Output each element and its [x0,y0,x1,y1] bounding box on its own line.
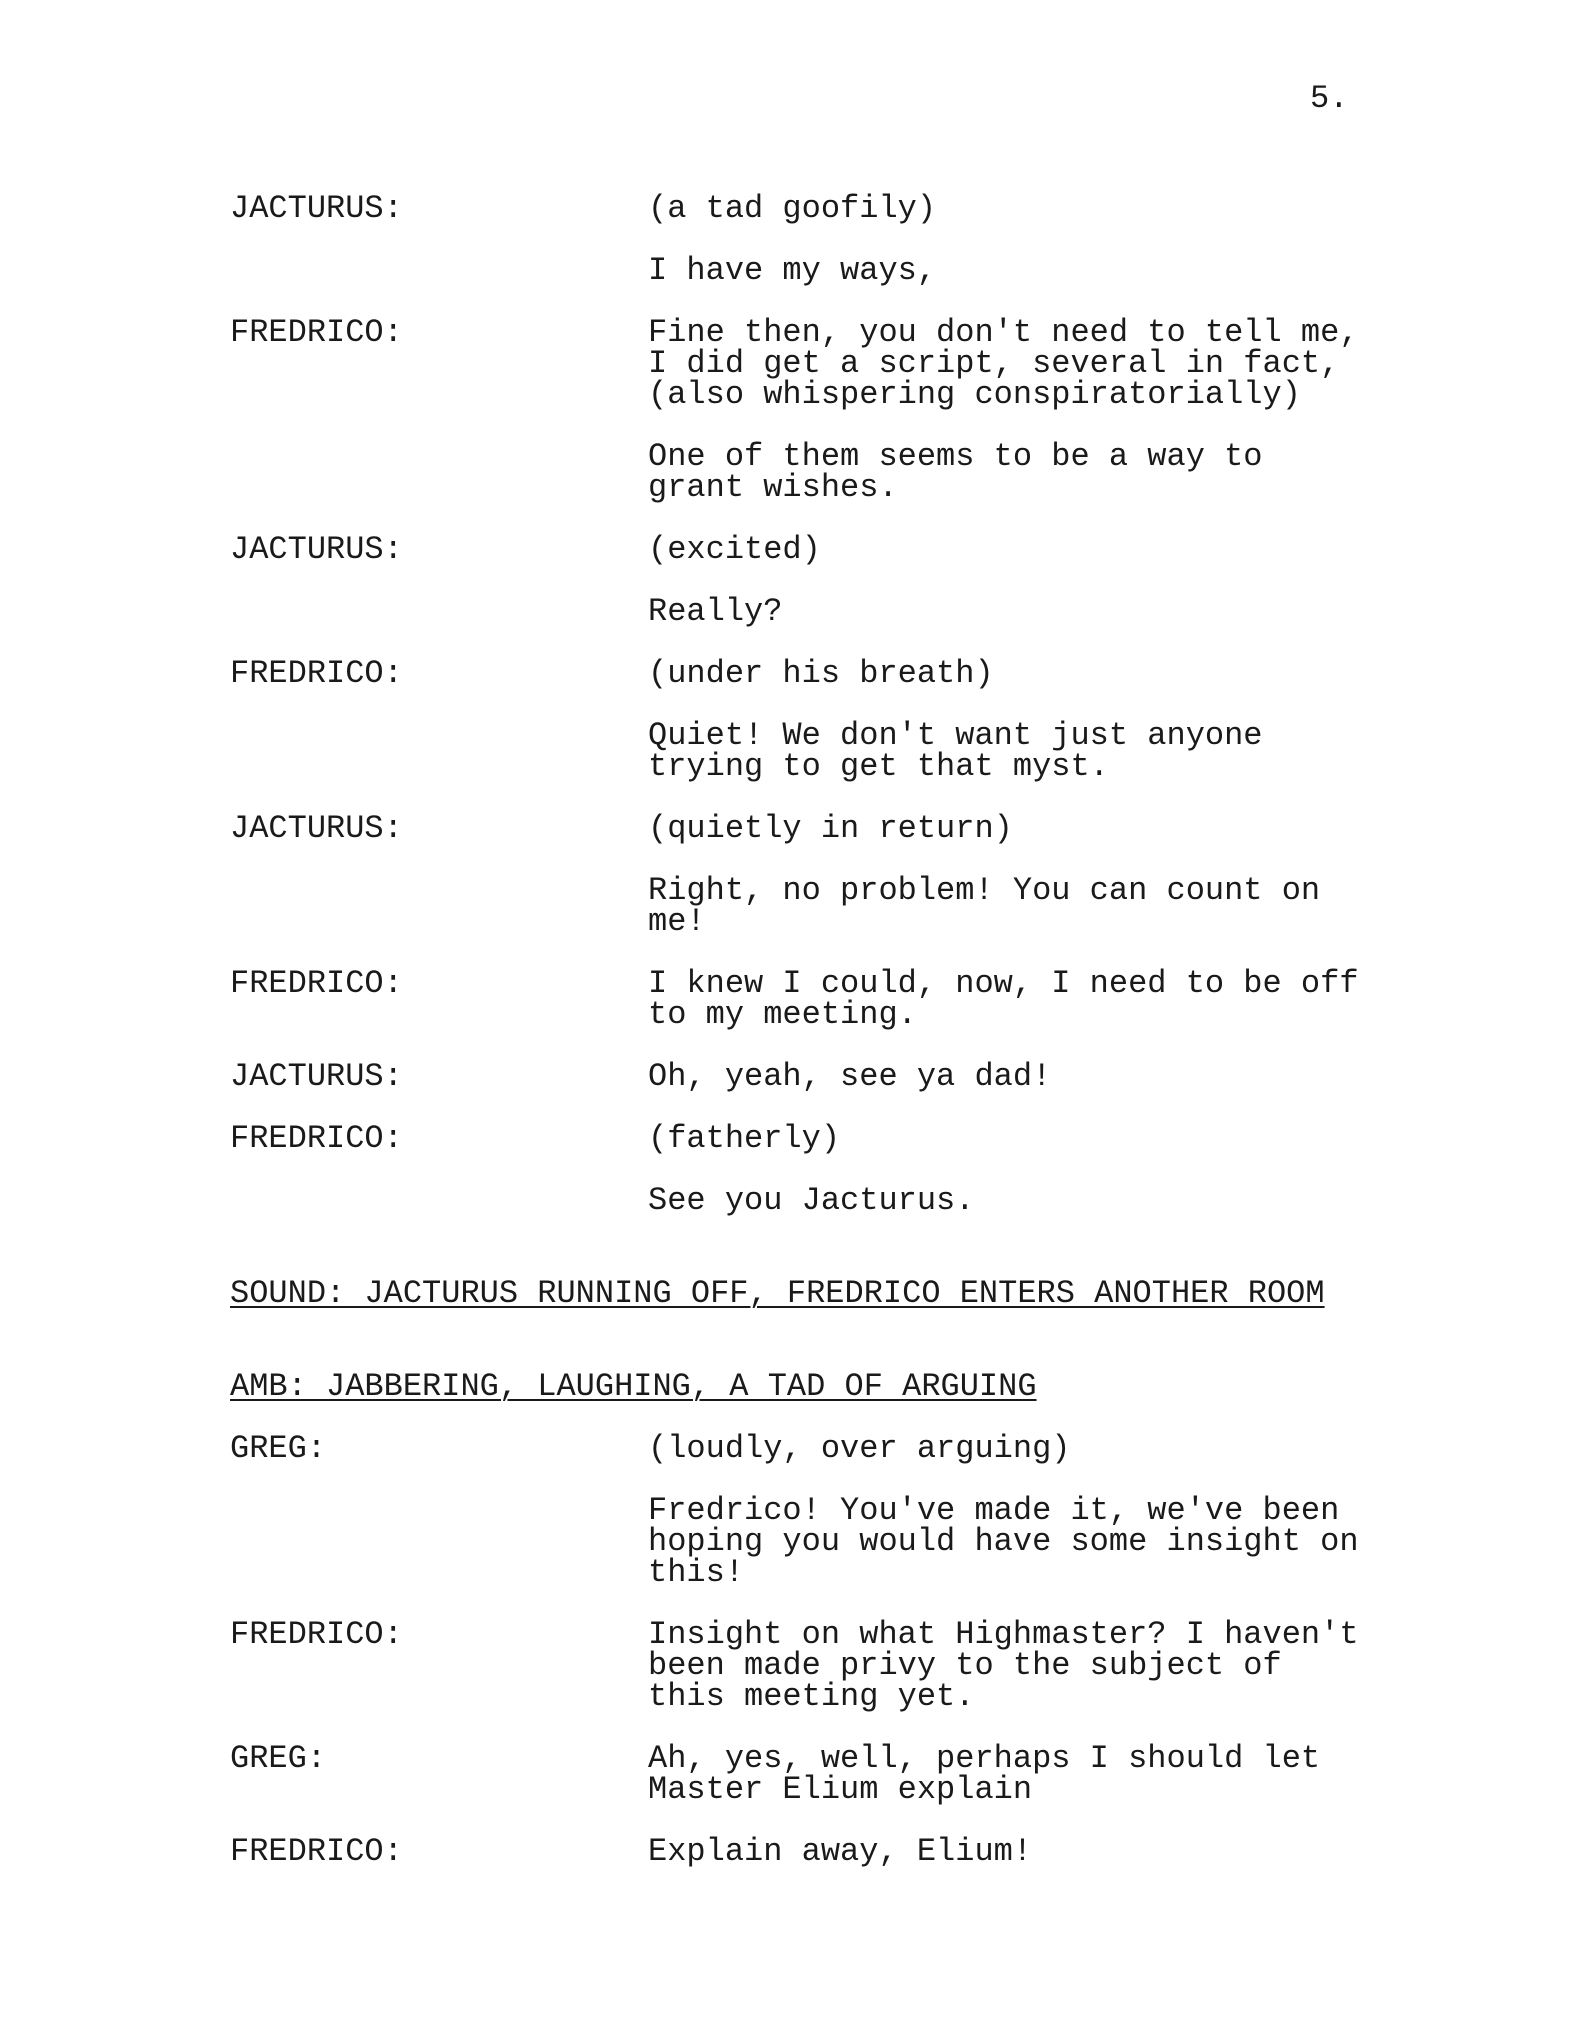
dialogue-block [648,1833,1033,1870]
dialogue-block [648,190,937,227]
dialogue-block [648,717,1263,785]
dialogue-line: Fine then, you don't need to tell me, [648,314,1359,351]
parenthetical: (under his breath) [648,655,994,692]
dialogue-block [648,1430,1071,1467]
character-name: JACTURUS: [230,190,403,227]
character-name: JACTURUS: [230,810,403,847]
dialogue-block [648,1058,1052,1095]
character-name: JACTURUS: [230,531,403,568]
dialogue-line: hoping you would have some insight on [648,1523,1359,1560]
dialogue-line: Right, no problem! You can count on [648,872,1321,909]
dialogue-block [648,1182,975,1219]
dialogue-line: Oh, yeah, see ya dad! [648,1058,1052,1095]
dialogue-block [648,531,821,568]
dialogue-line: See you Jacturus. [648,1182,975,1219]
character-name: FREDRICO: [230,314,403,351]
dialogue-line: I did get a script, several in fact, [648,345,1340,382]
character-name: GREG: [230,1740,327,1777]
character-name: JACTURUS: [230,1058,403,1095]
dialogue-block [648,438,1263,506]
parenthetical: (quietly in return) [648,810,1013,847]
dialogue-line: grant wishes. [648,469,898,506]
dialogue-line: Really? [648,593,783,630]
dialogue-block [648,1492,1359,1591]
ambience-cue: AMB: JABBERING, LAUGHING, A TAD OF ARGUING [230,1368,1037,1405]
dialogue-block [648,314,1359,413]
dialogue-line: Insight on what Highmaster? I haven't [648,1616,1359,1653]
dialogue-block [648,252,937,289]
dialogue-block [648,872,1321,940]
sound-cue: SOUND: JACTURUS RUNNING OFF, FREDRICO ENTERS ANOTHER ROOM [230,1275,1325,1312]
dialogue-block [648,810,1013,847]
dialogue-block [648,655,994,692]
dialogue-block [648,1616,1359,1715]
character-name: FREDRICO: [230,1616,403,1653]
character-name: FREDRICO: [230,1833,403,1870]
character-name: FREDRICO: [230,1120,403,1157]
parenthetical: (excited) [648,531,821,568]
dialogue-line: Quiet! We don't want just anyone [648,717,1263,754]
dialogue-line: trying to get that myst. [648,748,1109,785]
character-name: FREDRICO: [230,655,403,692]
dialogue-line: I knew I could, now, I need to be off [648,965,1359,1002]
dialogue-line: One of them seems to be a way to [648,438,1263,475]
parenthetical: (a tad goofily) [648,190,937,227]
page-number: 5. [1310,80,1349,117]
parenthetical: (also whispering conspiratorially) [648,376,1301,413]
dialogue-line: to my meeting. [648,996,917,1033]
dialogue-block [648,1740,1321,1808]
dialogue-block [648,1120,841,1157]
dialogue-line: Master Elium explain [648,1771,1033,1808]
dialogue-line: this! [648,1554,745,1591]
dialogue-line: Explain away, Elium! [648,1833,1033,1870]
dialogue-line: Fredrico! You've made it, we've been [648,1492,1340,1529]
dialogue-line: I have my ways, [648,252,937,289]
parenthetical: (loudly, over arguing) [648,1430,1071,1467]
dialogue-line: Ah, yes, well, perhaps I should let [648,1740,1321,1777]
dialogue-block [648,593,783,630]
dialogue-line: been made privy to the subject of [648,1647,1282,1684]
dialogue-block [648,965,1359,1033]
dialogue-line: me! [648,903,706,940]
character-name: FREDRICO: [230,965,403,1002]
parenthetical: (fatherly) [648,1120,841,1157]
character-name: GREG: [230,1430,327,1467]
dialogue-line: this meeting yet. [648,1678,975,1715]
